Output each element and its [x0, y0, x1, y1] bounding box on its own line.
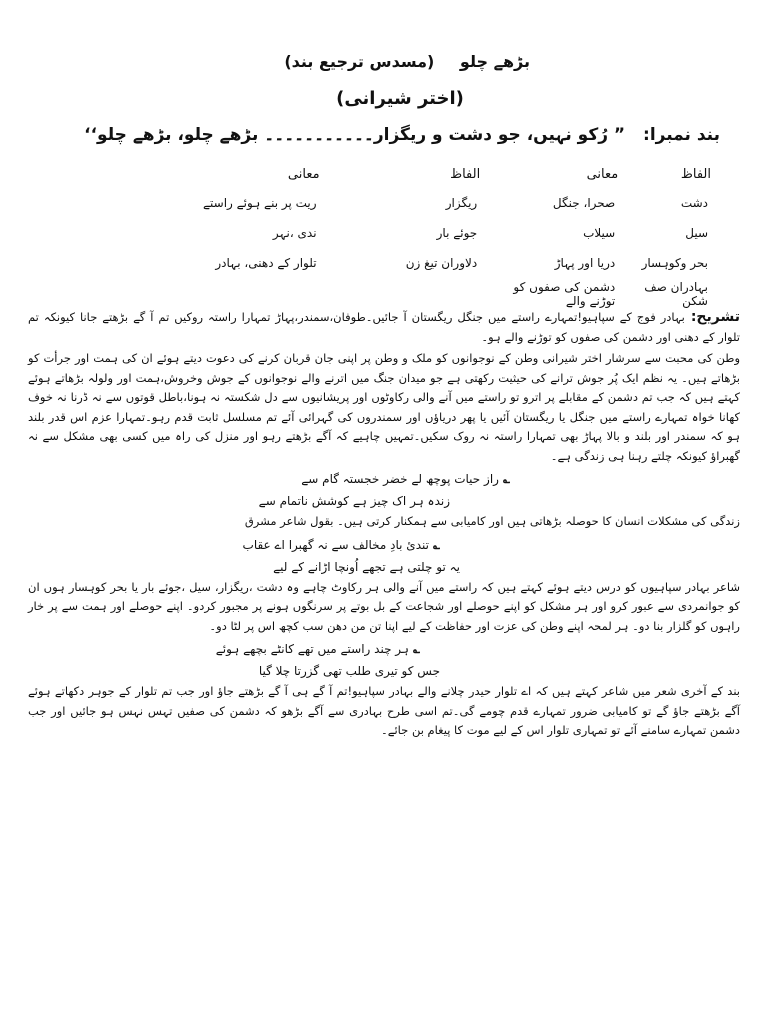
stanza-line: ” رُکو نہیں، جو دشت و ریگزار۔۔۔۔۔۔۔۔۔۔۔ بڑھے چلو، بڑھے چلو‘‘ — [84, 125, 626, 145]
explanation-paragraph-2: وطن کی محبت سے سرشار اختر شیرانی وطن کے نوجوانوں کو ملک و وطن پر اپنی جان قربان کرنے کی دعوت دیتے ہوئے ان کی ہمت اور جرأت کو بڑھاتے ہیں۔ یہ نظم ایک پُر جوش ترانے کی حیثیت رکھتی ہے جو میدان جنگ میں اترنے والے نوجوانوں کے جوش وخروش،ہمت اور ولولہ بڑھاتے ہوئے کہتے ہیں کہ جب تم دشمن کے مقابلے پر اترو تو راستے میں آنے والی رکاوٹوں اور پریشانیوں سے دل شکستہ نہ ہونا،باطل قوتوں سے نہ ڈرنا نہ خوف کھانا خواہ تمہارے راستے میں جنگل یا ریگستان آئیں یا پھر دریاؤں اور سمندروں کی گہرائی آئے تم مسلسل ثابت قدم رہو۔تمہارا عزم اس قدر بلند ہو کہ سمندر اور بلند و بالا پہاڑ بھی تمہارا راستہ نہ روک سکیں۔تمہیں چاہیے کہ آگے بڑھتے رہو اور منزل کی راہ میں کسی بھی مشکل سے نہ گھبراؤ کیونکہ چلتے رہنا ہی زندگی ہے۔ — [28, 351, 740, 463]
glossary-cell: جوئے بار — [436, 226, 478, 240]
glossary-table — [92, 160, 712, 310]
verse-text: ہر چند راستے میں تھے کانٹے بچھے ہوئے — [215, 642, 409, 656]
glossary-cell: ریت پر بنے ہوئے راستے — [202, 196, 317, 210]
glossary-cell: بحر وکوہسار — [641, 256, 708, 270]
glossary-cell: صحرا، جنگل — [552, 196, 616, 210]
glossary-cell — [321, 278, 482, 310]
explanation-label: تشریح: — [690, 309, 740, 325]
paragraph-text: بہادر فوج کے سپاہیو!تمہارے راستے میں جنگل ریگستان آ جائیں۔طوفان،سمندر،پہاڑ تمہارا راستہ روکیں تم آ گے بڑھتے جانا کیونکہ تم تلوار کے دھنی اور دشمن کی صفوں کو توڑنے والے ہو۔ — [28, 310, 740, 344]
verse-line — [28, 468, 740, 490]
glossary-cell: سیلاب — [583, 226, 616, 240]
glossary-header-meaning-2: معانی — [287, 166, 320, 182]
explanation-body — [28, 308, 740, 743]
explanation-paragraph-1 — [28, 308, 740, 347]
glossary-cell: ندی ،نہر — [272, 226, 317, 240]
verse-line: یہ تو چلتی ہے تجھے اُونچا اڑانے کے لیے — [273, 559, 460, 574]
verse-mark: ؎ — [432, 537, 440, 552]
verse-line — [28, 534, 740, 556]
glossary-cell: ریگزار — [445, 196, 478, 210]
glossary-row — [92, 218, 712, 248]
poem-form: (مسدس ترجیع بند) — [284, 52, 435, 71]
verse-line: زندہ ہر اک چیز ہے کوشش ناتمام سے — [258, 494, 450, 508]
verse-mark: ؎ — [412, 642, 420, 656]
glossary-header-row — [92, 160, 712, 188]
verse-line — [28, 638, 740, 660]
explanation-paragraph-4: شاعر بہادر سپاہیوں کو درس دیتے ہوئے کہتے ہیں کہ راستے میں آنے والی ہر رکاوٹ چاہے وہ دشت ،ریگزار، سیل ،جوئے بار یا بحر کوہسار ہوں ان کو جوانمردی سے عبور کرو اور ہر مشکل کو اپنے حوصلے اور شجاعت کے بل بوتے پر سرنگوں ہونے پر مجبور کردو۔ اپنے حوصلے اور ہمت سے پر خار راہوں کو گلزار بنا دو۔ ہر لمحہ اپنے وطن کی عزت اور حفاظت کے لیے اپنا تن من دھن سب کچھ اس پر لٹا دو۔ — [28, 579, 740, 633]
glossary-cell: بہادران صف شکن — [644, 280, 708, 308]
verse-text: راز حیات پوچھ لے خضر خجستہ گام سے — [301, 472, 499, 486]
glossary-header-word-1: الفاظ — [680, 166, 711, 182]
stanza-heading — [84, 124, 720, 145]
title-line — [284, 52, 540, 71]
glossary-cell: دلاوران تیغ زن — [405, 256, 478, 270]
glossary-cell: دشمن کی صفوں کو توڑنے والے — [513, 280, 616, 308]
glossary-row — [92, 278, 712, 310]
glossary-cell: تلوار کے دھنی، بہادر — [215, 256, 317, 270]
verse-line: جس کو تیری طلب تھی گزرتا چلا گیا — [258, 664, 440, 678]
verse-text: تندیٔ بادِ مخالف سے نہ گھبرا اے عقاب — [242, 537, 429, 552]
verse-mark: ؎ — [502, 472, 510, 486]
glossary-cell — [92, 278, 321, 310]
glossary-row — [92, 188, 712, 218]
glossary-row — [92, 248, 712, 278]
poem-title: بڑھے چلو — [459, 52, 530, 71]
explanation-paragraph-5: بند کے آخری شعر میں شاعر کہتے ہیں کہ اے تلوار حیدر چلانے والے بہادر سپاہیو!تم آ گے ہی آ گے بڑھتے جاؤ اور جب تم تلوار کے جوہر دکھاتے ہوئے آگے بڑھتے جاؤ گے تو کامیابی ضرور تمہارے قدم چومے گی۔تم اسی طرح بہادری سے آگے بڑھو کہ دشمن کی صفیں تہس نہس ہو جائیں اور جب دشمن تمہارے سامنے آئے تو تمہاری تلوار اس کے لیے موت کا پیغام بن جائے۔ — [28, 684, 740, 737]
poet-name: (اختر شیرانی) — [336, 88, 464, 109]
explanation-paragraph-3: زندگی کی مشکلات انسان کا حوصلہ بڑھاتی ہیں اور کامیابی سے ہمکنار کرتی ہیں۔ بقول شاعر مشرق — [244, 514, 740, 528]
glossary-cell: دریا اور پہاڑ — [554, 256, 616, 270]
glossary-header-meaning-1: معانی — [586, 166, 619, 182]
glossary-header-word-2: الفاظ — [450, 166, 481, 182]
glossary-cell: سیل — [685, 226, 708, 240]
stanza-label: بند نمبرا: — [643, 125, 720, 145]
glossary-cell: دشت — [680, 196, 708, 210]
